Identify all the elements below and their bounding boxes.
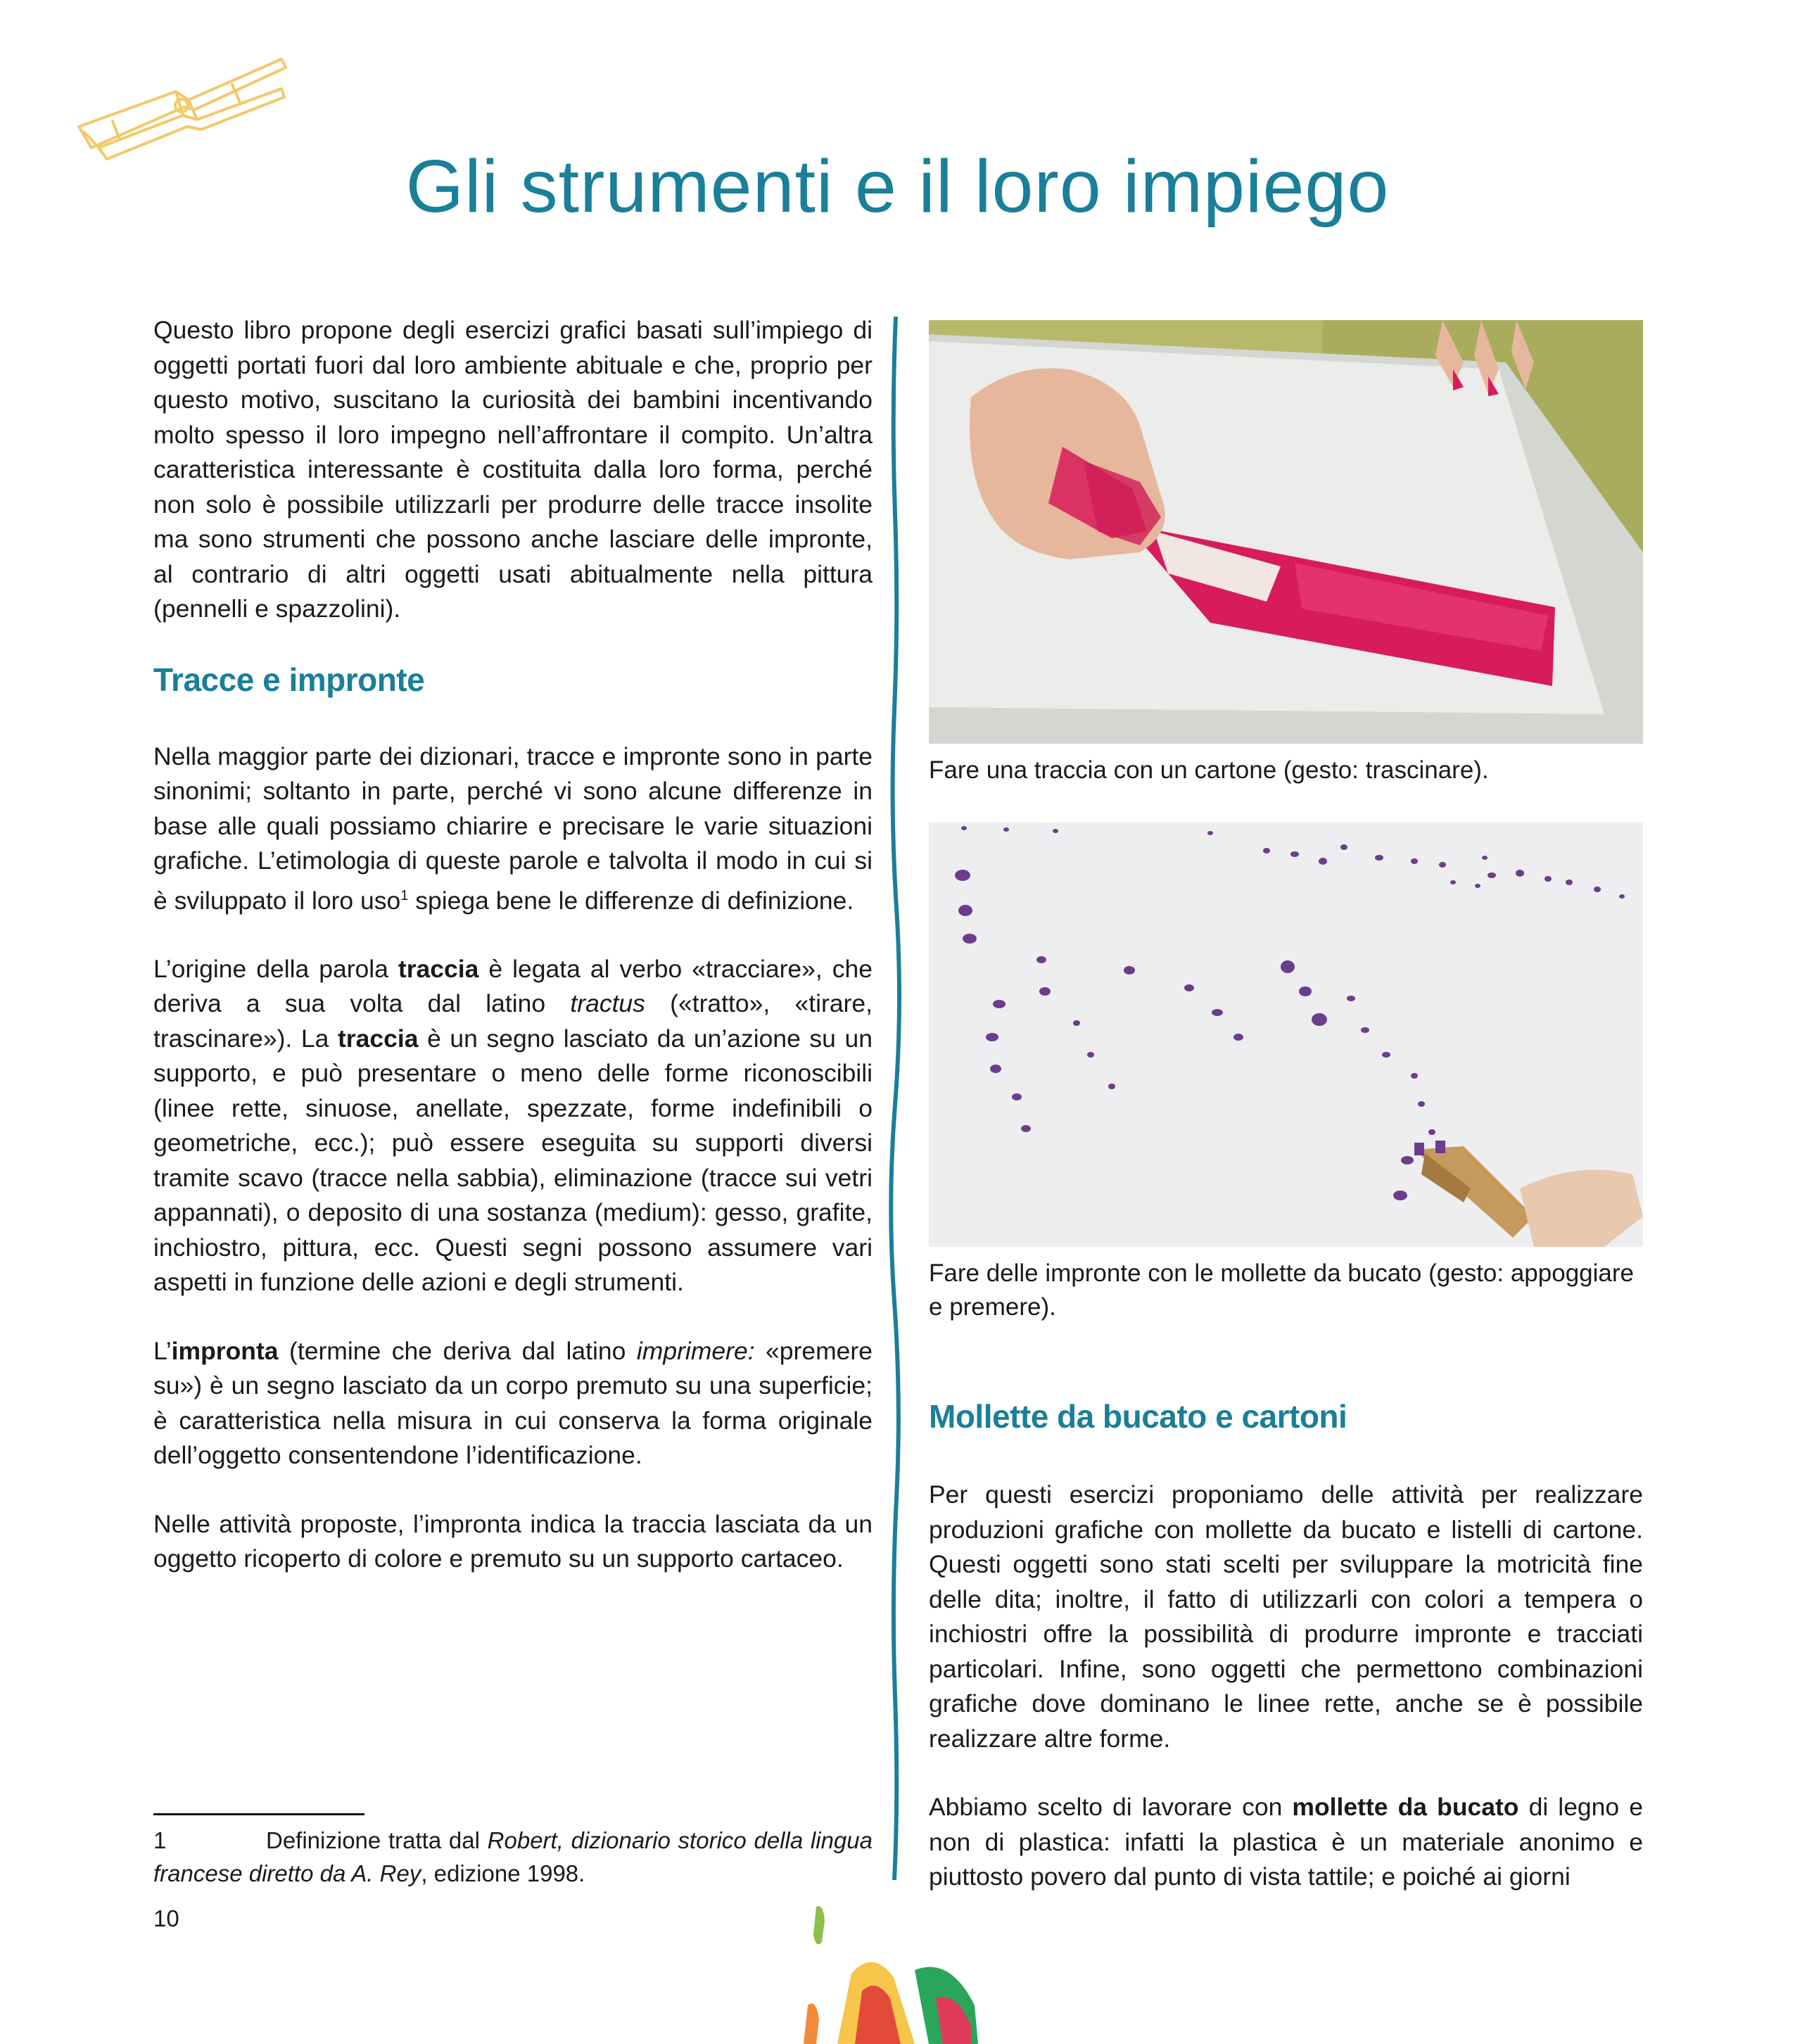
photo-cardboard-trace bbox=[929, 320, 1643, 744]
paint-blots-icon bbox=[795, 1900, 985, 2044]
paragraph-impronta: L’impronta (termine che deriva dal latino imprimere: «premere su») è un segno lasciato da un corpo premuto su una superficie; è caratteristica nella misura in cui conserva la forma originale dell’oggetto consentendone l’identificazione. bbox=[153, 1336, 873, 1470]
column-divider bbox=[889, 317, 903, 1880]
paragraph-mollette: Abbiamo scelto di lavorare con mollette da bucato di legno e non di plastica: infatti la plastica è un materiale anonimo e piuttosto povero dal punto di vista tattile; e poiché ai giorni bbox=[929, 1793, 1643, 1891]
section-heading-mollette: Mollette da bucato e cartoni bbox=[929, 1398, 1347, 1435]
intro-paragraph: Questo libro propone degli esercizi grafici basati sull’impiego di oggetti portati fuori dal loro ambiente abituale e che, proprio per questo motivo, suscitano la curiosità dei bambini incentivando molto spesso il loro impegno nell’affrontare il compito. Un’altra caratteristica interessante è costituita dalla loro forma, perché non solo è possibile utilizzarli per produrre delle tracce insolite ma sono strumenti che possono anche lasciare delle impronte, al contrario di altri oggetti usati abitualmente nella pittura (pennelli e spazzolini). bbox=[153, 316, 873, 623]
section-heading-tracce: Tracce e impronte bbox=[153, 661, 425, 698]
footnote-rule bbox=[153, 1813, 364, 1815]
left-column bbox=[153, 313, 873, 1611]
paragraph-traccia: L’origine della parola traccia è legata al verbo «tracciare», che deriva a sua volta dal latino tractus («tratto», «tirare, trascinare»). La traccia è un segno lasciato da un’azione su un supporto, e può presentare o meno delle forme riconoscibili (linee rette, sinuose, anellate, spezzate, forme indefinibili o geometriche, ecc.); può essere eseguita su supporti diversi tramite scavo (tracce nella sabbia), eliminazione (tracce sui vetri appannati), o deposito di una sostanza (medium): gesso, grafite, inchiostro, pittura, ecc. Questi segni possono assumere vari aspetti in funzione delle azioni e degli strumenti. bbox=[153, 954, 873, 1297]
paragraph-esercizi: Per questi esercizi proponiamo delle attività per realizzare produzioni grafiche con mollette da bucato e listelli di cartone. Questi oggetti sono stati scelti per sviluppare la motricità fine delle dita; inoltre, il fatto di utilizzarli con colori a tempera o inchiostri offre la possibilità di produrre impronte e tracciati particolari. Infine, sono oggetti che permettono combinazioni grafiche dove dominano le linee rette, anche se è possibile realizzare altre forme. bbox=[929, 1480, 1643, 1753]
photo-clothespin-prints bbox=[929, 823, 1643, 1247]
footnote-ref: 1 bbox=[400, 887, 409, 903]
paragraph-attivita: Nelle attività proposte, l’impronta indica la traccia lasciata da un oggetto ricoperto di colore e premuto su un supporto cartaceo. bbox=[153, 1509, 873, 1573]
page-number: 10 bbox=[153, 1905, 179, 1931]
paragraph-dizionari: Nella maggior parte dei dizionari, tracce e impronte sono in parte sinonimi; soltanto in parte, perché vi sono alcune differenze in base alle quali possiamo chiarire e precisare le varie situazioni grafiche. L’etimologia di queste parole e talvolta il modo in cui si è sviluppato il loro uso$^1$ spiega bene le differenze di definizione. bbox=[153, 742, 873, 915]
right-column bbox=[929, 320, 1643, 1929]
photo1-caption: Fare una traccia con un cartone (gesto: trascinare). bbox=[929, 756, 1489, 784]
footnote: 1 Definizione tratta dal Robert, dizionario storico della lingua francese diretto da A. Rey, edizione 1998. bbox=[153, 1824, 873, 1890]
photo2-caption: Fare delle impronte con le mollette da bucato (gesto: appoggiare e premere). bbox=[929, 1259, 1634, 1321]
page-title: Gli strumenti e il loro impiego bbox=[405, 145, 1390, 228]
footnote-number: 1 bbox=[153, 1827, 167, 1853]
